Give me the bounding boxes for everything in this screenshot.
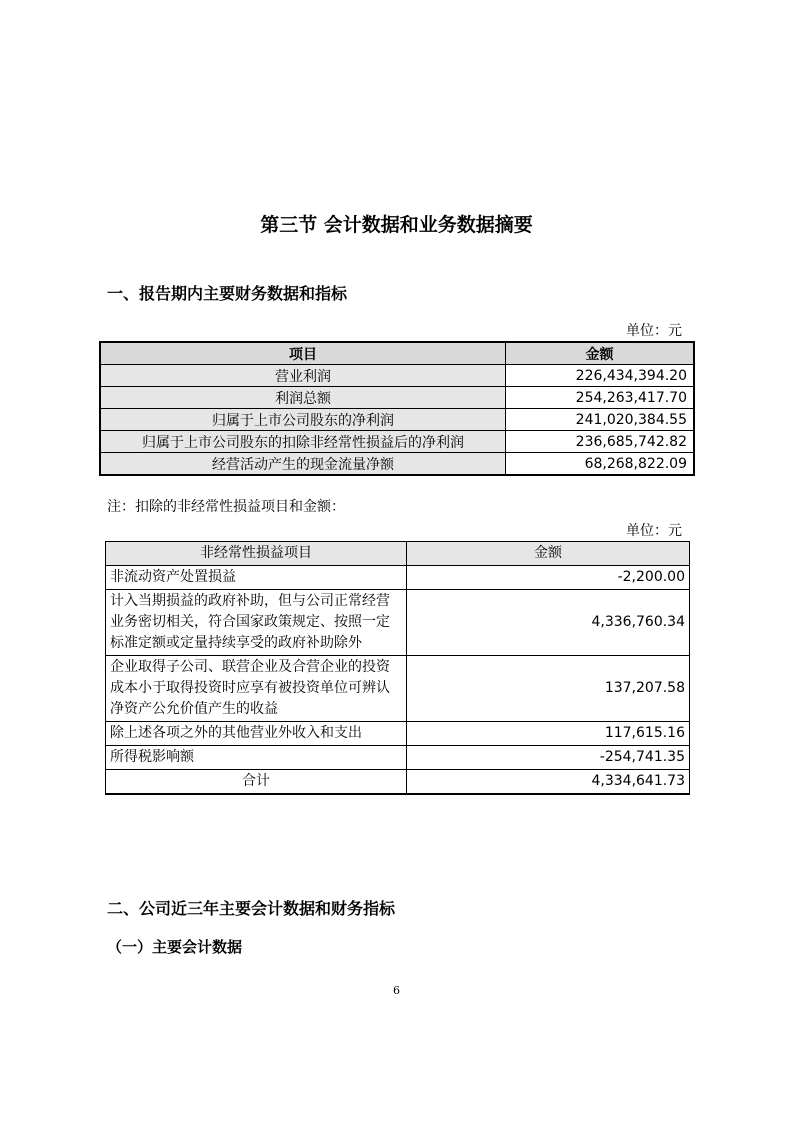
table-row — [106, 656, 690, 722]
table-row — [106, 746, 690, 770]
row-item: 非流动资产处置损益 — [106, 566, 407, 590]
table-row — [100, 453, 694, 476]
header-item: 非经常性损益项目 — [106, 542, 407, 566]
row-amount: 236,685,742.82 — [506, 431, 695, 453]
table-header-row — [100, 342, 694, 365]
heading-main-accounting-data: （一）主要会计数据 — [107, 938, 243, 956]
header-item: 项目 — [100, 342, 506, 365]
header-amount: 金额 — [506, 342, 695, 365]
row-amount: 226,434,394.20 — [506, 365, 695, 387]
unit-label: 单位：元 — [626, 323, 682, 339]
table-row — [100, 387, 694, 409]
table-header-row — [106, 542, 690, 566]
row-amount: 254,263,417.70 — [506, 387, 695, 409]
row-item: 经营活动产生的现金流量净额 — [100, 453, 506, 476]
page-number: 6 — [393, 984, 400, 997]
table-row — [106, 722, 690, 746]
heading-financial-indicators: 一、报告期内主要财务数据和指标 — [107, 284, 348, 303]
table-row — [106, 590, 690, 656]
row-amount: 241,020,384.55 — [506, 409, 695, 431]
note-text: 注：扣除的非经常性损益项目和金额： — [107, 499, 345, 515]
row-amount: 4,336,760.34 — [407, 590, 690, 656]
row-amount: 137,207.58 — [407, 656, 690, 722]
row-item: 归属于上市公司股东的净利润 — [100, 409, 506, 431]
unit-label-2: 单位：元 — [626, 523, 682, 539]
section-title: 第三节 会计数据和业务数据摘要 — [260, 214, 533, 236]
row-amount: 117,615.16 — [407, 722, 690, 746]
row-item: 计入当期损益的政府补助，但与公司正常经营业务密切相关，符合国家政策规定、按照一定标准定额或定量持续享受的政府补助除外 — [106, 590, 407, 656]
row-item: 除上述各项之外的其他营业外收入和支出 — [106, 722, 407, 746]
row-item: 利润总额 — [100, 387, 506, 409]
row-amount: 68,268,822.09 — [506, 453, 695, 476]
row-item: 所得税影响额 — [106, 746, 407, 770]
row-item: 归属于上市公司股东的扣除非经常性损益后的净利润 — [100, 431, 506, 453]
row-item: 企业取得子公司、联营企业及合营企业的投资成本小于取得投资时应享有被投资单位可辨认净资产公允价值产生的收益 — [106, 656, 407, 722]
row-amount: -2,200.00 — [407, 566, 690, 590]
total-amount: 4,334,641.73 — [407, 770, 690, 795]
non-recurring-items-table — [105, 541, 690, 795]
table-row — [100, 409, 694, 431]
table-total-row — [106, 770, 690, 795]
financial-data-table — [99, 341, 695, 476]
row-amount: -254,741.35 — [407, 746, 690, 770]
table-row — [100, 431, 694, 453]
header-amount: 金额 — [407, 542, 690, 566]
total-label: 合计 — [106, 770, 407, 795]
table-row — [106, 566, 690, 590]
table-row — [100, 365, 694, 387]
heading-three-year-data: 二、公司近三年主要会计数据和财务指标 — [107, 899, 396, 918]
row-item: 营业利润 — [100, 365, 506, 387]
